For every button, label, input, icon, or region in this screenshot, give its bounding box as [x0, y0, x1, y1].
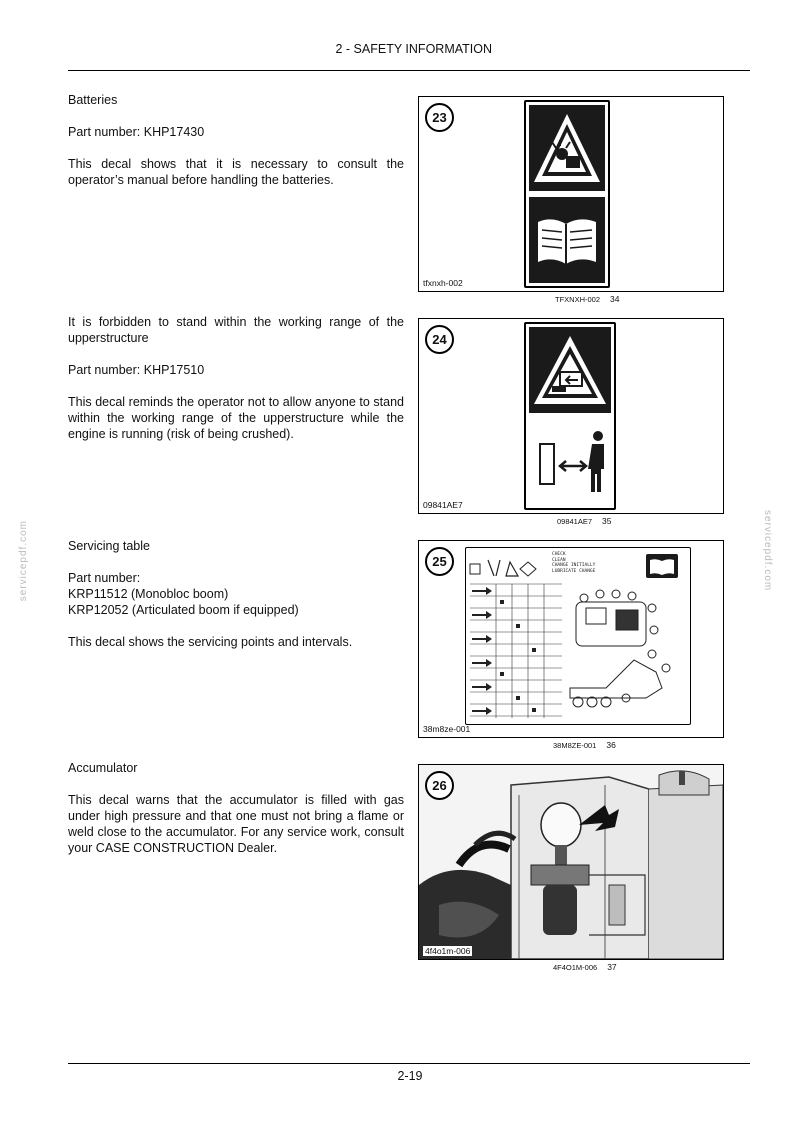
- page-header: [68, 42, 748, 56]
- part-number-label: Part number:: [68, 571, 141, 585]
- caption-number: 36: [606, 740, 616, 750]
- caption-code: 4F4O1M-006: [553, 963, 598, 972]
- part-number: Part number: KHP17430: [68, 125, 205, 139]
- legend-clean: CLEAN: [552, 557, 566, 563]
- battery-decal: [524, 100, 610, 288]
- page-number: 2-19: [397, 1069, 423, 1083]
- figure-upperstructure-decal: [418, 318, 724, 514]
- figure-number-badge: 26: [425, 771, 454, 800]
- figure-caption: [557, 516, 612, 526]
- servicing-decal: [465, 547, 691, 725]
- section-description: This decal warns that the accumulator is filled with gas under high pressure and that one must not bring a flame or weld close to the accumulator. For any service work, consult your CASE CONSTRUCTION Dealer.: [68, 793, 404, 855]
- caption-code: TFXNXH-002: [555, 295, 601, 304]
- figure-code: tfxnxh-002: [423, 278, 463, 288]
- figure-caption: [553, 740, 616, 750]
- figure-number-badge: 25: [425, 547, 454, 576]
- part-numbers: [68, 570, 404, 618]
- section-upperstructure: [68, 314, 404, 458]
- figure-code: 38m8ze-001: [423, 724, 471, 734]
- figure-caption: [555, 294, 619, 304]
- figure-caption: [553, 962, 617, 972]
- legend-check: CHECK: [552, 552, 566, 557]
- legend-lubricate-change: LUBRICATE CHANGE: [552, 568, 596, 574]
- watermark-right: servicepdf.com: [762, 510, 773, 592]
- page-title: 2 - SAFETY INFORMATION: [335, 42, 492, 56]
- watermark-left: servicepdf.com: [18, 520, 29, 602]
- section-accumulator: [68, 760, 404, 872]
- crush-warning-decal: [524, 322, 616, 510]
- section-batteries: [68, 92, 404, 204]
- figure-batteries-decal: [418, 96, 724, 292]
- section-description: This decal shows that it is necessary to consult the operator’s manual before handling the batteries.: [68, 157, 404, 187]
- crush-warning-icon: [526, 324, 614, 508]
- part-number-articulated: KRP12052 (Articulated boom if equipped): [68, 603, 299, 617]
- section-title: Batteries: [68, 93, 118, 107]
- figure-code: 09841AE7: [423, 500, 463, 510]
- section-description: This decal reminds the operator not to allow anyone to stand within the working range of the upperstructure while the engine is running (risk of being crushed).: [68, 395, 404, 441]
- caption-number: 35: [602, 516, 612, 526]
- caption-number: 37: [607, 962, 617, 972]
- section-title: Accumulator: [68, 761, 138, 775]
- footer-rule: [68, 1063, 750, 1064]
- part-number-monobloc: KRP11512 (Monobloc boom): [68, 587, 229, 601]
- accumulator-photo-illustration: [419, 765, 723, 959]
- figure-code: 4f4o1m-006: [425, 946, 471, 956]
- section-title: Servicing table: [68, 539, 150, 553]
- battery-warning-icon: [526, 102, 608, 286]
- caption-number: 34: [610, 294, 620, 304]
- section-description: This decal shows the servicing points and intervals.: [68, 635, 353, 649]
- servicing-legend: [552, 552, 595, 574]
- figure-servicing-table-decal: [418, 540, 724, 738]
- section-title: It is forbidden to stand within the working range of the upperstructure: [68, 315, 404, 345]
- section-servicing-table: [68, 538, 404, 666]
- caption-code: 09841AE7: [557, 517, 593, 526]
- part-number: Part number: KHP17510: [68, 363, 205, 377]
- legend-change-initially: CHANGE INITIALLY: [552, 563, 596, 568]
- figure-number-badge: 24: [425, 325, 454, 354]
- header-rule: [68, 70, 750, 71]
- caption-code: 38M8ZE-001: [553, 741, 597, 750]
- servicing-chart-graphic: [466, 548, 690, 724]
- figure-accumulator-photo: [418, 764, 724, 960]
- figure-number-badge: 23: [425, 103, 454, 132]
